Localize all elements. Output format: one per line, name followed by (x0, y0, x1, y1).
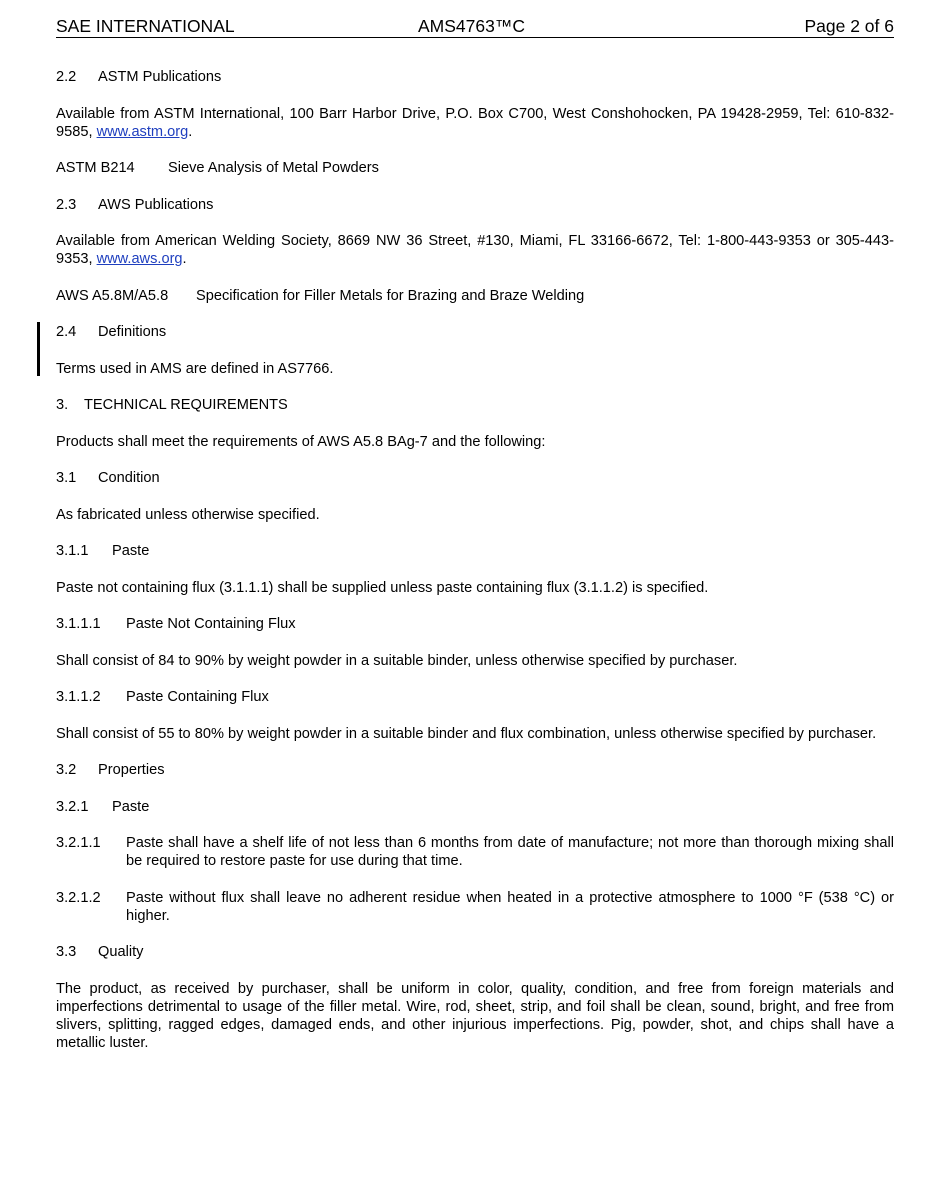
header-doc-number: AMS4763™C (418, 16, 525, 36)
quality-text: The product, as received by purchaser, shall be uniform in color, quality, condition, and free from foreign materials and imperfections detrimental to usage of the filler metal. Wire, rod, sheet, strip, and foil shall be clean, sound, bright, and free from slivers, splitting, ragged edges, damaged ends, and other injurious imperfections. Pig, powder, shot, and chips shall have a metallic luster. (56, 980, 894, 1051)
reference-code: AWS A5.8M/A5.8 (56, 287, 169, 304)
astm-website-link[interactable]: www.astm.org (96, 123, 189, 140)
section-number: 3. (56, 397, 69, 413)
astm-availability-paragraph: Available from ASTM International, 100 Barr Harbor Drive, P.O. Box C700, West Conshohocken, PA 19428-2959, Tel: 610-832-9585, www.astm.org. (56, 105, 894, 140)
revision-change-bar (37, 322, 40, 376)
section-number: 3.1 (56, 470, 77, 486)
aws-availability-paragraph: Available from American Welding Society, 8669 NW 36 Street, #130, Miami, FL 33166-6672, Tel: 1-800-443-9353 or 305-443-9353, www.aws.org. (56, 233, 894, 267)
section-number: 3.1.1 (56, 543, 89, 559)
section-number: 3.2.1 (56, 798, 89, 815)
section-title: Definitions (98, 324, 167, 340)
section-title: ASTM Publications (98, 69, 222, 85)
section-heading-3-1 (56, 469, 894, 487)
section-title: Paste Not Containing Flux (126, 616, 296, 632)
aws-availability-text: Available from American Welding Society, 8669 NW 36 Street, #130, Miami, FL 33166-6672, Tel: 1-800-443-9353 or 305-443-9353, (56, 233, 894, 267)
section-heading-3-1-1 (56, 542, 894, 560)
aws-reference (56, 287, 894, 305)
section-heading-3-1-1-1 (56, 615, 894, 633)
section-number: 2.2 (56, 69, 77, 85)
section-number: 2.4 (56, 324, 77, 340)
definitions-text: Terms used in AMS are defined in AS7766. (56, 360, 334, 377)
section-number: 3.3 (56, 944, 77, 960)
section-number: 3.2 (56, 762, 77, 778)
reference-code: ASTM B214 (56, 160, 135, 176)
section-heading-2-3 (56, 196, 894, 214)
section-number: 3.1.1.1 (56, 616, 101, 632)
section-title: Condition (98, 470, 160, 486)
section-heading-3-1-1-2 (56, 688, 894, 706)
section-number: 3.2.1.2 (56, 889, 101, 906)
section-heading-3-2 (56, 761, 894, 779)
paste-no-flux-text: Shall consist of 84 to 90% by weight powder in a suitable binder, unless otherwise specified by purchaser. (56, 652, 738, 669)
document-body (56, 68, 894, 1070)
astm-reference (56, 159, 894, 177)
section-number: 3.2.1.1 (56, 835, 101, 851)
section-number: 2.3 (56, 196, 77, 213)
technical-requirements-text: Products shall meet the requirements of AWS A5.8 BAg-7 and the following: (56, 433, 546, 450)
section-heading-3-2-1 (56, 798, 894, 816)
aws-website-link[interactable]: www.aws.org (96, 251, 183, 267)
paragraph-3-2-1-1 (56, 834, 894, 870)
shelf-life-text: Paste shall have a shelf life of not less than 6 months from date of manufacture; not more than thorough mixing shall be required to restore paste for use during that time. (126, 835, 894, 869)
section-title: Properties (98, 762, 165, 778)
paste-text: Paste not containing flux (3.1.1.1) shall be supplied unless paste containing flux (3.1.1.2) is specified. (56, 579, 709, 596)
condition-text: As fabricated unless otherwise specified. (56, 506, 320, 523)
section-heading-3-3 (56, 943, 894, 961)
section-title: Paste (112, 543, 150, 559)
astm-availability-text: Available from ASTM International, 100 Barr Harbor Drive, P.O. Box C700, West Conshohocken, PA 19428-2959, Tel: 610-832-9585, (56, 105, 894, 140)
section-title: Quality (98, 944, 144, 960)
paragraph-3-2-1-2 (56, 889, 894, 925)
header-page-number: Page 2 of 6 (804, 16, 894, 36)
section-title: TECHNICAL REQUIREMENTS (84, 397, 288, 413)
reference-title: Sieve Analysis of Metal Powders (168, 160, 379, 176)
section-heading-2-2 (56, 68, 894, 86)
section-title: Paste Containing Flux (126, 689, 269, 705)
residue-text: Paste without flux shall leave no adherent residue when heated in a protective atmosphere to 1000 °F (538 °C) or higher. (126, 889, 894, 924)
section-heading-2-4 (56, 323, 894, 341)
section-title: Paste (112, 798, 150, 815)
reference-title: Specification for Filler Metals for Brazing and Braze Welding (196, 287, 585, 304)
section-title: AWS Publications (98, 196, 214, 213)
header-org: SAE INTERNATIONAL (56, 16, 235, 36)
section-number: 3.1.1.2 (56, 689, 101, 705)
page-header (56, 15, 894, 38)
section-heading-3 (56, 396, 894, 414)
paste-with-flux-text: Shall consist of 55 to 80% by weight powder in a suitable binder and flux combination, unless otherwise specified by purchaser. (56, 725, 877, 742)
